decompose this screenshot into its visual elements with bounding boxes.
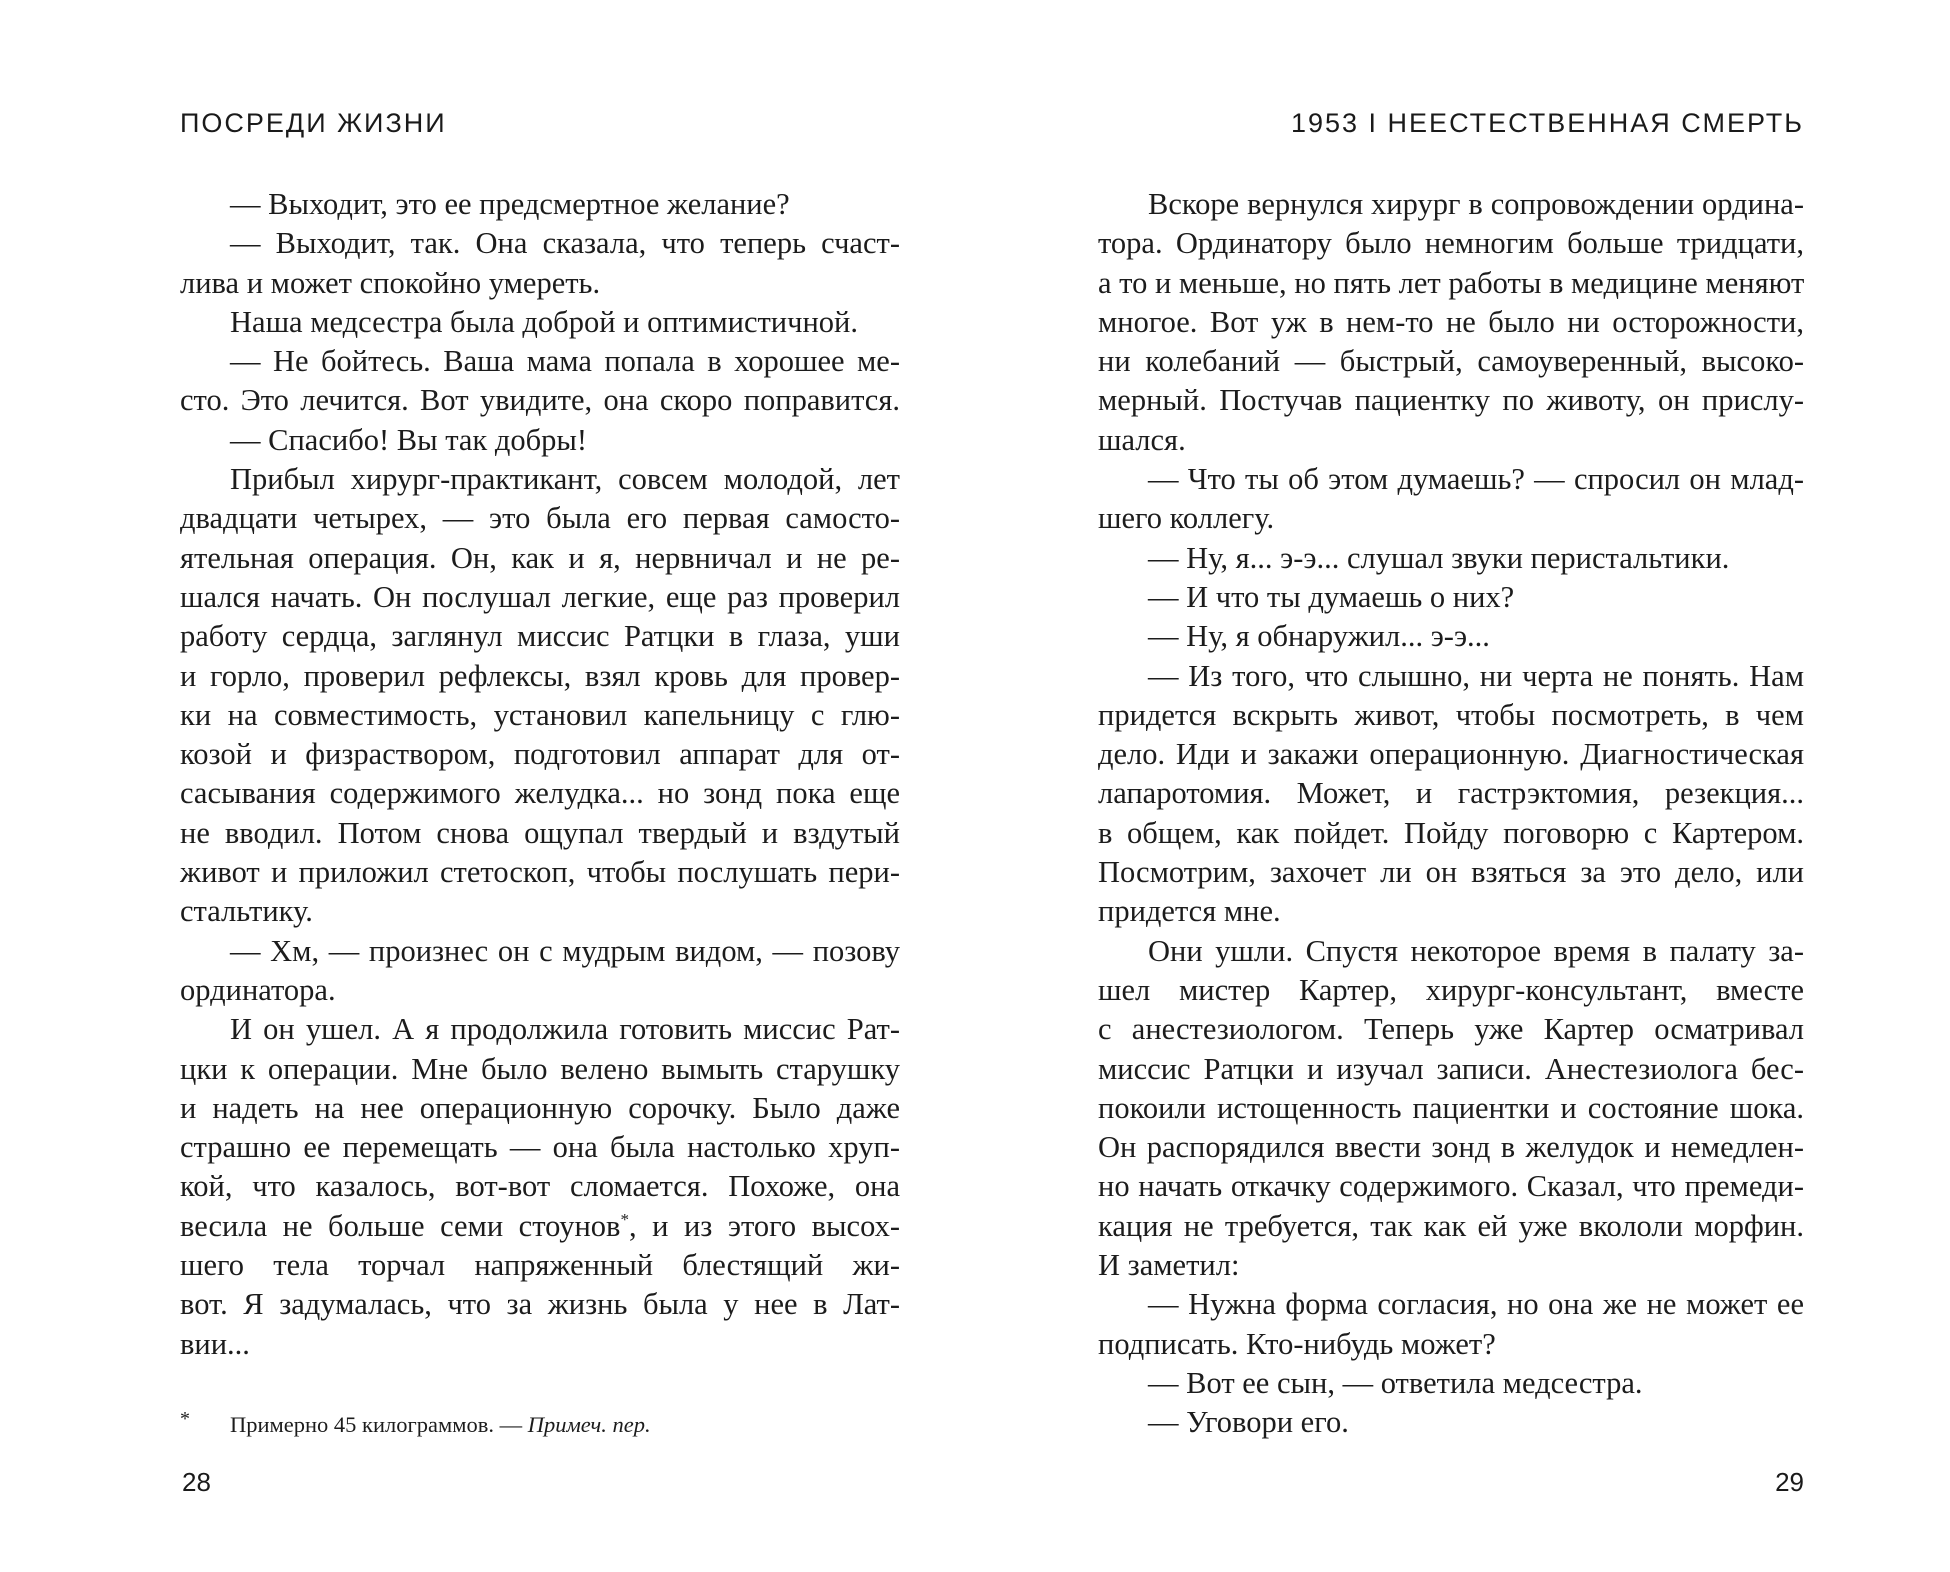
text-line: — Ну, я... э-э... слушал звуки перистальтики. [1148, 540, 1730, 575]
text-line: с анестезиологом. Теперь уже Картер осматривал [1098, 1012, 1804, 1047]
text-line: лапаротомия. Может, и гастрэктомия, резекция... [1098, 776, 1804, 811]
running-head-right: 1953 I НЕЕСТЕСТВЕННАЯ СМЕРТЬ [1290, 108, 1804, 138]
text-line: подписать. Кто-нибудь может? [1098, 1326, 1496, 1361]
text-line: Посмотрим, захочет ли он взяться за это дело, или [1098, 855, 1804, 890]
text-span: весила не больше семи стоунов [180, 1208, 621, 1243]
text-line: вии... [180, 1326, 250, 1361]
text-line: сасывания содержимого желудка... но зонд пока еще [180, 776, 900, 811]
footnote-reference: * [620, 1209, 629, 1229]
text-line: шался начать. Он послушал легкие, еще раз проверил [180, 579, 900, 614]
text-line: а то и меньше, но пять лет работы в медицине меняют [1098, 265, 1805, 300]
text-line: дело. Иди и закажи операционную. Диагностическая [1098, 737, 1804, 772]
text-line: ординатора. [180, 972, 336, 1007]
right-page-text [1098, 185, 1804, 1443]
text-line: — Хм, — произнес он с мудрым видом, — позову [230, 933, 900, 968]
text-line: многое. Вот уж в нем-то не было ни осторожности, [1098, 304, 1804, 339]
text-line: — Из того, что слышно, ни черта не понять. Нам [1148, 658, 1804, 693]
running-head-left: ПОСРЕДИ ЖИЗНИ [180, 108, 447, 138]
page-number-right: 29 [1775, 1467, 1804, 1497]
text-line: Наша медсестра была доброй и оптимистичной. [230, 304, 858, 339]
text-line: сто. Это лечится. Вот увидите, она скоро поправится. [180, 383, 900, 418]
footnote-mark: * [180, 1408, 190, 1430]
text-line: кой, что казалось, вот-вот сломается. Похоже, она [180, 1169, 900, 1204]
text-line: мерный. Постучав пациентку по животу, он прислу- [1098, 383, 1804, 418]
text-line: двадцати четырех, — это была его первая самосто- [180, 501, 900, 536]
text-line: но начать откачку содержимого. Сказал, что премеди- [1098, 1169, 1804, 1204]
text-line: живот и приложил стетоскоп, чтобы послушать пери- [180, 855, 900, 890]
left-page-text [180, 185, 900, 1364]
text-line: козой и физраствором, подготовил аппарат для от- [180, 737, 900, 772]
text-line: миссис Ратцки и изучал записи. Анестезиолога бес- [1098, 1051, 1804, 1086]
text-line: — Нужна форма согласия, но она же не может ее [1148, 1287, 1804, 1322]
text-line: — Что ты об этом думаешь? — спросил он млад- [1148, 462, 1804, 497]
text-line: лива и может спокойно умереть. [180, 265, 601, 300]
page-number-left: 28 [182, 1467, 211, 1497]
text-line: шел мистер Картер, хирург-консультант, вместе [1098, 972, 1804, 1007]
text-line: И он ушел. А я продолжила готовить миссис Рат- [230, 1012, 900, 1047]
text-line: придется мне. [1098, 894, 1281, 929]
text-span: , и из этого высох- [628, 1208, 900, 1243]
text-line: страшно ее перемещать — она была настолько хруп- [180, 1130, 900, 1165]
text-line: Он распорядился ввести зонд в желудок и немедлен- [1098, 1130, 1804, 1165]
text-line: ятельная операция. Он, как и я, нервничал и не ре- [180, 540, 900, 575]
text-line: шался. [1098, 422, 1186, 457]
text-line: и горло, проверил рефлексы, взял кровь для провер- [180, 658, 900, 693]
text-line: ни колебаний — быстрый, самоуверенный, высоко- [1098, 344, 1804, 379]
text-line: покоили истощенность пациентки и состояние шока. [1098, 1090, 1804, 1125]
text-line: — Выходит, это ее предсмертное желание? [230, 187, 790, 221]
text-line: — Вот ее сын, — ответила медсестра. [1148, 1365, 1643, 1400]
text-line: Прибыл хирург-практикант, совсем молодой, лет [230, 462, 900, 497]
text-line-with-footnote-ref [180, 1207, 900, 1246]
left-page [180, 0, 900, 1572]
text-line: — Не бойтесь. Ваша мама попала в хорошее ме- [230, 344, 900, 379]
text-line: Вскоре вернулся хирург в сопровождении ордина- [1148, 187, 1804, 221]
text-line: работу сердца, заглянул миссис Ратцки в глаза, уши [180, 619, 900, 654]
text-line: в общем, как пойдет. Пойду поговорю с Картером. [1098, 815, 1804, 850]
text-line: — Выходит, так. Она сказала, что теперь счаст- [230, 226, 900, 261]
text-line: И заметил: [1098, 1248, 1240, 1283]
footnote [180, 1408, 900, 1438]
text-line: вот. Я задумалась, что за жизнь была у нее в Лат- [180, 1287, 900, 1322]
footnote-text [180, 1412, 651, 1437]
text-line: Они ушли. Спустя некоторое время в палату за- [1148, 933, 1804, 968]
text-line: — Спасибо! Вы так добры! [230, 422, 588, 457]
text-line: кация не требуется, так как ей уже вкололи морфин. [1098, 1208, 1804, 1243]
text-line: и надеть на нее операционную сорочку. Было даже [180, 1090, 900, 1125]
text-line: ки на совместимость, установил капельницу с глю- [180, 697, 900, 732]
footnote-text-italic: Примеч. пер. [527, 1412, 651, 1437]
text-line: не вводил. Потом снова ощупал твердый и вздутый [180, 815, 900, 850]
text-line: шего коллегу. [1098, 501, 1275, 536]
footnote-text-main: Примерно 45 килограммов. — [230, 1412, 528, 1437]
text-line: цки к операции. Мне было велено вымыть старушку [180, 1051, 900, 1086]
text-line: — И что ты думаешь о них? [1148, 579, 1515, 614]
text-line: — Уговори его. [1148, 1405, 1349, 1440]
right-page [1098, 0, 1804, 1572]
text-line: придется вскрыть живот, чтобы посмотреть, в чем [1098, 697, 1804, 732]
text-line: — Ну, я обнаружил... э-э... [1148, 619, 1490, 654]
text-line: шего тела торчал напряженный блестящий жи- [180, 1248, 900, 1283]
text-line: стальтику. [180, 894, 313, 929]
text-line: тора. Ординатору было немногим больше тридцати, [1098, 226, 1804, 261]
